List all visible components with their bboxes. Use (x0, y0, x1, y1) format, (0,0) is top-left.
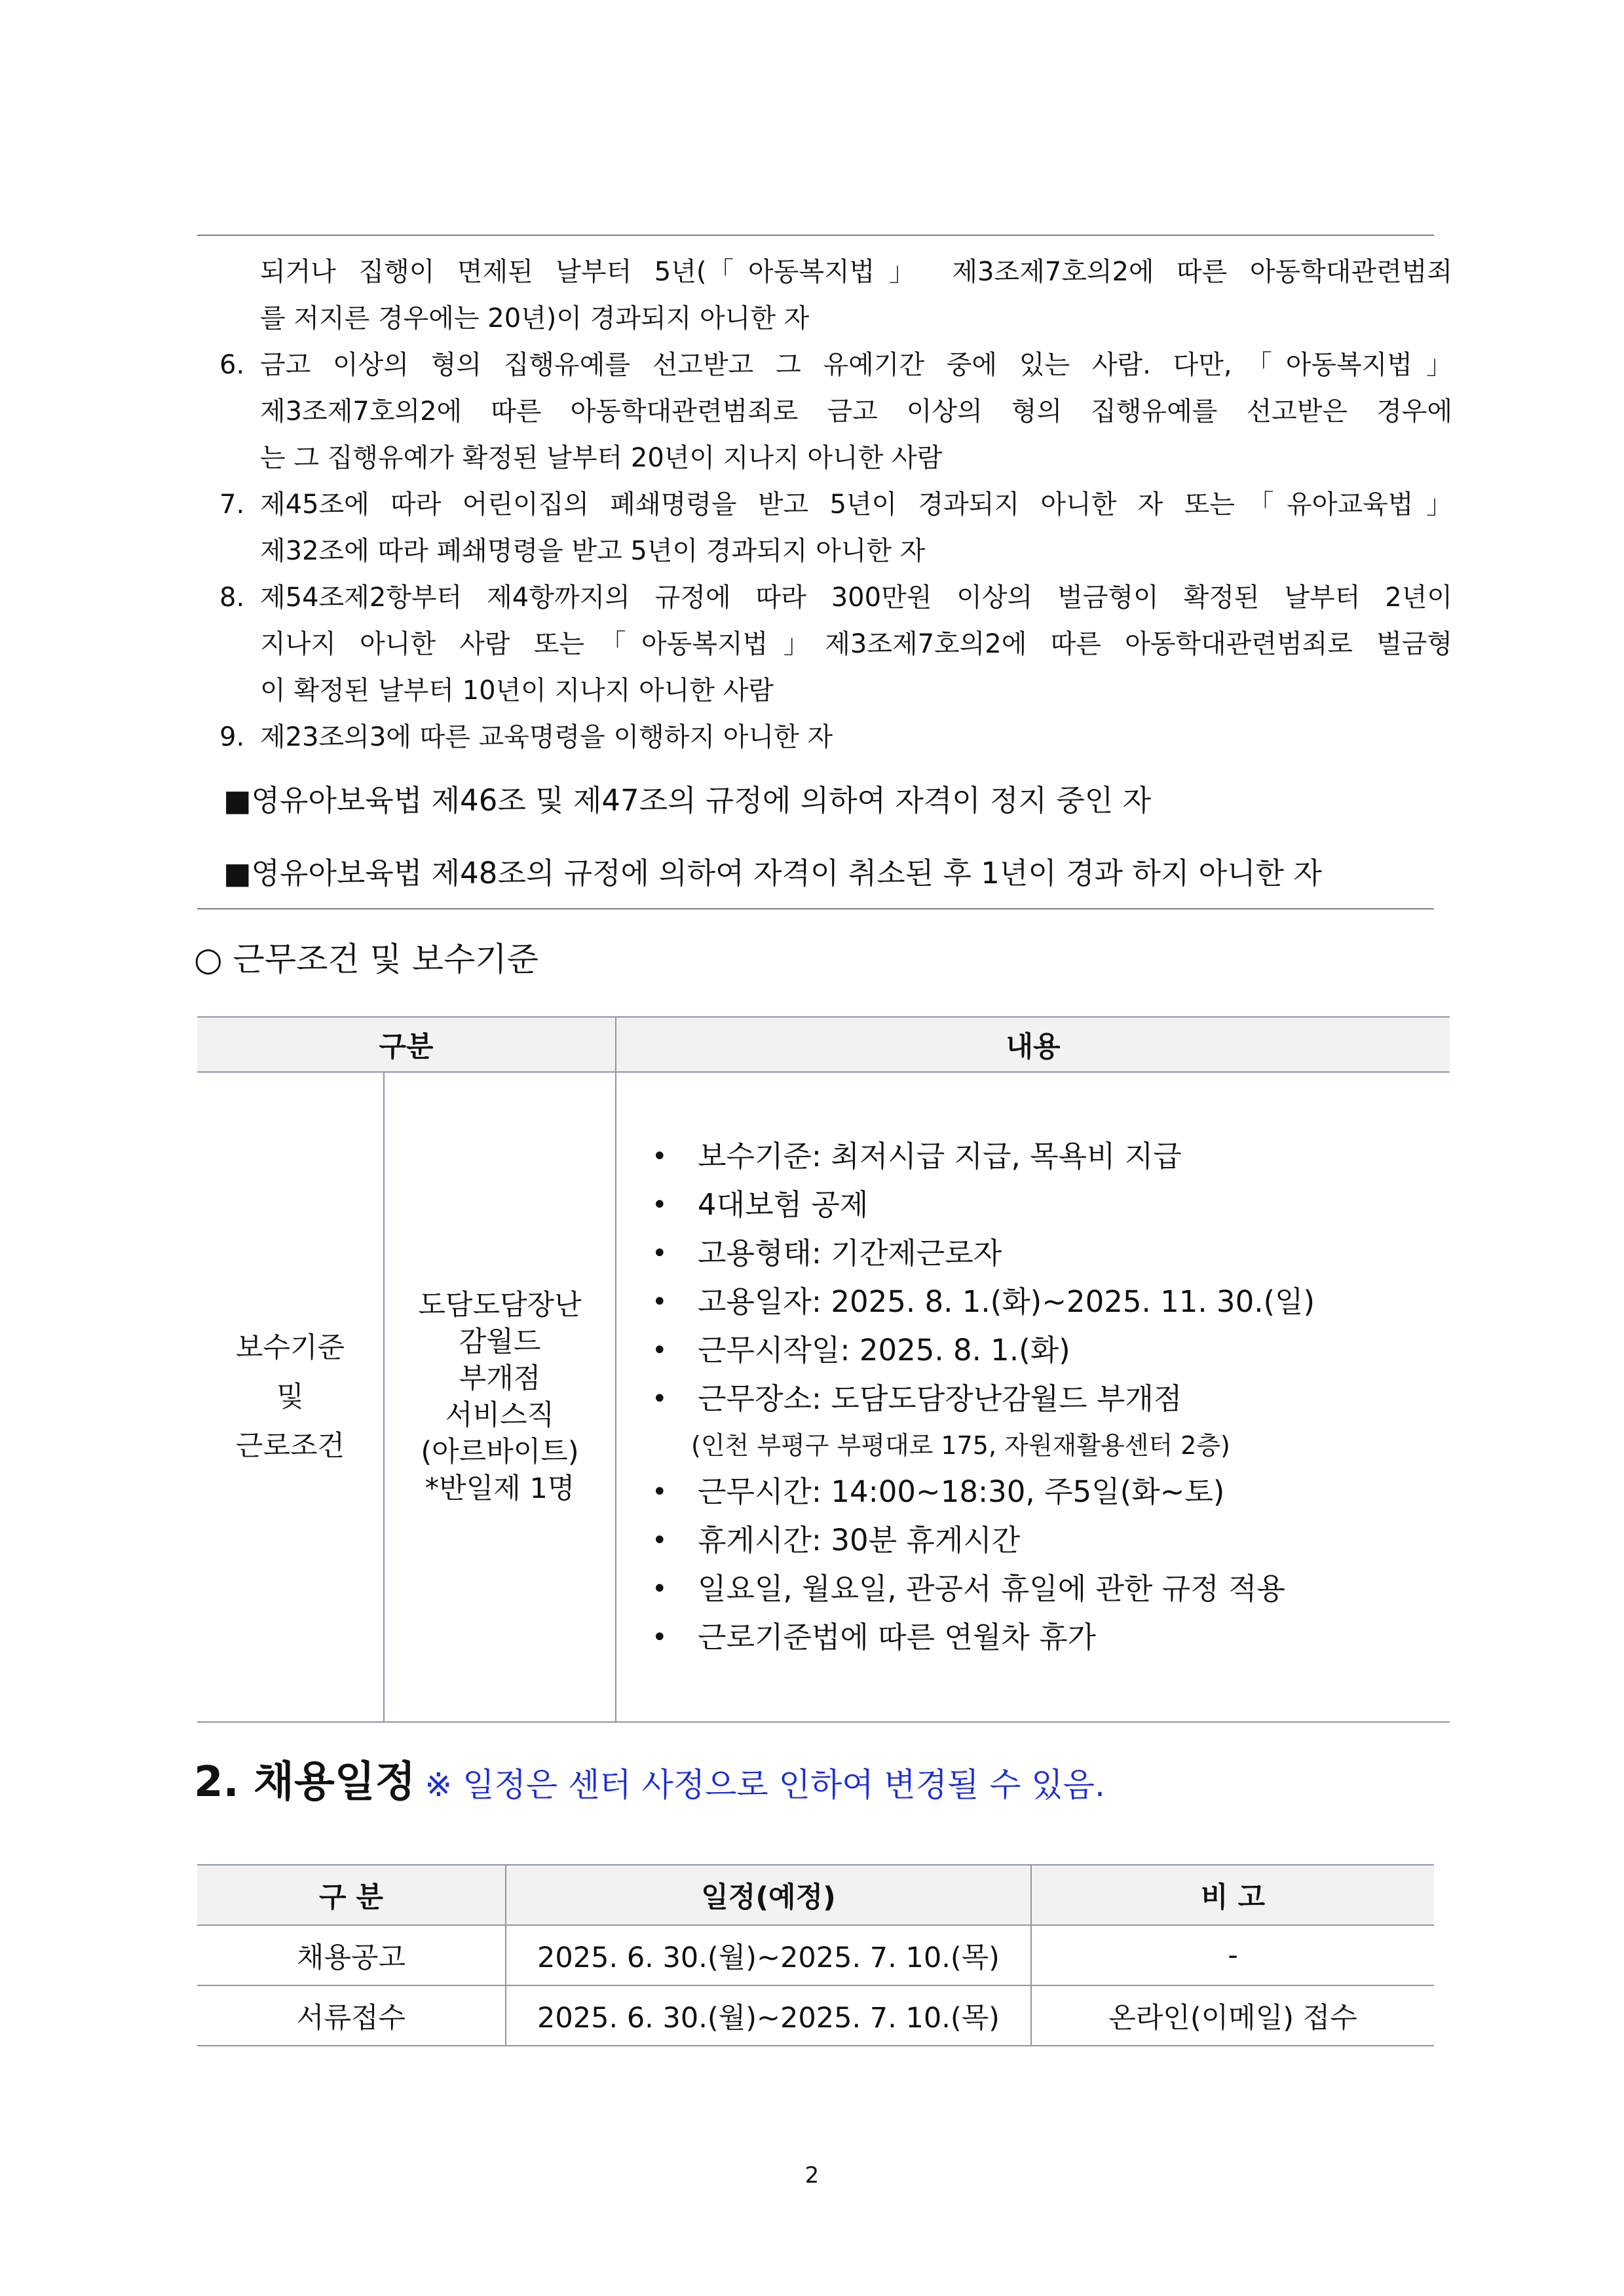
section-rule (197, 908, 1434, 909)
row-division: 서류접수 (197, 1985, 506, 2046)
list-item: • 보수기준: 최저시급 지급, 목욕비 지급 (652, 1132, 1450, 1181)
note-revoked: ■영유아보육법 제48조의 규정에 의하여 자격이 취소된 후 1년이 경과 하지 아니한 자 (223, 856, 1322, 890)
position-line: 도담도담장난 (418, 1289, 582, 1322)
header-division: 구 분 (197, 1865, 506, 1925)
text-line: 되거나 집행이 면제된 날부터 5년(「아동복지법」 제3조제7호의2에 따른 아동학대관련범죄 (260, 257, 1452, 287)
position-line: 감월드 (459, 1326, 541, 1358)
text-line: 제54조제2항부터 제4항까지의 규정에 따라 300만원 이상의 벌금형이 확정된 날부터 2년이 (260, 583, 1452, 613)
location-label: 근무장소: 도담도담장난감월드 부개점 (698, 1381, 1182, 1416)
schedule-table (197, 1864, 1434, 2046)
header-schedule: 일정(예정) (506, 1865, 1031, 1925)
text-line: 이 확정된 날부터 10년이 지나지 아니한 사람 (260, 676, 774, 706)
list-item: • 고용일자: 2025. 8. 1.(화)~2025. 11. 30.(일) (652, 1278, 1450, 1326)
schedule-title: 2. 채용일정 (194, 1758, 416, 1807)
list-item: • 근로기준법에 따른 연월차 휴가 (652, 1613, 1450, 1662)
list-item: • 고용형태: 기간제근로자 (652, 1229, 1450, 1278)
category-line: 근로조건 (235, 1429, 345, 1463)
item-number: 6. (219, 350, 245, 380)
schedule-notice: ※ 일정은 센터 사정으로 인하여 변경될 수 있음. (425, 1766, 1105, 1804)
content-cell (616, 1072, 1450, 1722)
position-line: 부개점 (459, 1362, 541, 1395)
row-date: 2025. 6. 30.(월)~2025. 7. 10.(목) (506, 1925, 1031, 1985)
conditions-heading: ○ 근무조건 및 보수기준 (194, 940, 539, 978)
text-line: 제45조에 따라 어린이집의 폐쇄명령을 받고 5년이 경과되지 아니한 자 또는「유아교육법」 (260, 489, 1452, 520)
list-item: • 휴게시간: 30분 휴게시간 (652, 1516, 1450, 1565)
position-line: (아르바이트) (421, 1436, 579, 1468)
header-category: 구분 (197, 1017, 616, 1072)
disqualification-item-8 (219, 575, 1452, 714)
disqualification-item-9 (219, 714, 1452, 761)
top-rule (197, 235, 1434, 236)
category-line: 보수기준 (235, 1331, 345, 1364)
text-line: 지나지 아니한 사람 또는「아동복지법」제3조제7호의2에 따른 아동학대관련범죄로 벌금형 (260, 629, 1452, 659)
header-content: 내용 (616, 1017, 1450, 1072)
text-line: 제23조의3에 따른 교육명령을 이행하지 아니한 자 (260, 722, 833, 752)
conditions-list (652, 1132, 1450, 1662)
note-suspended: ■영유아보육법 제46조 및 제47조의 규정에 의하여 자격이 정지 중인 자 (223, 783, 1151, 818)
page-number: 2 (804, 2162, 820, 2189)
header-remarks: 비 고 (1031, 1865, 1434, 1925)
position-line: 서비스직 (445, 1399, 555, 1432)
text-line: 제32조에 따라 폐쇄명령을 받고 5년이 경과되지 아니한 자 (260, 536, 926, 566)
location-detail: (인천 부평구 부평대로 175, 자원재활용센터 2층) (691, 1431, 1230, 1460)
item-number: 8. (219, 583, 245, 613)
continuation-paragraph (219, 249, 1452, 342)
list-item: • 근무시작일: 2025. 8. 1.(화) (652, 1326, 1450, 1375)
list-item: • 근무시간: 14:00~18:30, 주5일(화~토) (652, 1468, 1450, 1516)
disqualification-item-6 (219, 342, 1452, 482)
text-line: 금고 이상의 형의 집행유예를 선고받고 그 유예기간 중에 있는 사람. 다만,「아동복지법」 (260, 350, 1452, 380)
row-division: 채용공고 (197, 1925, 506, 1985)
table-row (197, 1925, 1434, 1985)
item-number: 7. (219, 489, 245, 520)
text-line: 를 저지른 경우에는 20년)이 경과되지 아니한 자 (260, 303, 810, 334)
position-line: *반일제 1명 (425, 1472, 575, 1505)
list-item: • 4대보험 공제 (652, 1181, 1450, 1229)
disqualification-item-7 (219, 482, 1452, 575)
text-line: 제3조제7호의2에 따른 아동학대관련범죄로 금고 이상의 형의 집행유예를 선고받은 경우에 (260, 396, 1452, 427)
list-item-location (652, 1375, 1450, 1468)
schedule-heading (194, 1748, 1105, 1808)
row-remarks: 온라인(이메일) 접수 (1031, 1985, 1434, 2046)
text-line: 는 그 집행유예가 확정된 날부터 20년이 지나지 아니한 사람 (260, 443, 943, 473)
list-item: • 일요일, 월요일, 관공서 휴일에 관한 규정 적용 (652, 1565, 1450, 1613)
row-remarks: - (1031, 1925, 1434, 1985)
category-cell (197, 1072, 384, 1722)
conditions-table (197, 1016, 1450, 1723)
table-row (197, 1985, 1434, 2046)
item-number: 9. (219, 722, 245, 752)
category-line: 및 (276, 1380, 304, 1413)
row-date: 2025. 6. 30.(월)~2025. 7. 10.(목) (506, 1985, 1031, 2046)
position-cell (384, 1072, 616, 1722)
